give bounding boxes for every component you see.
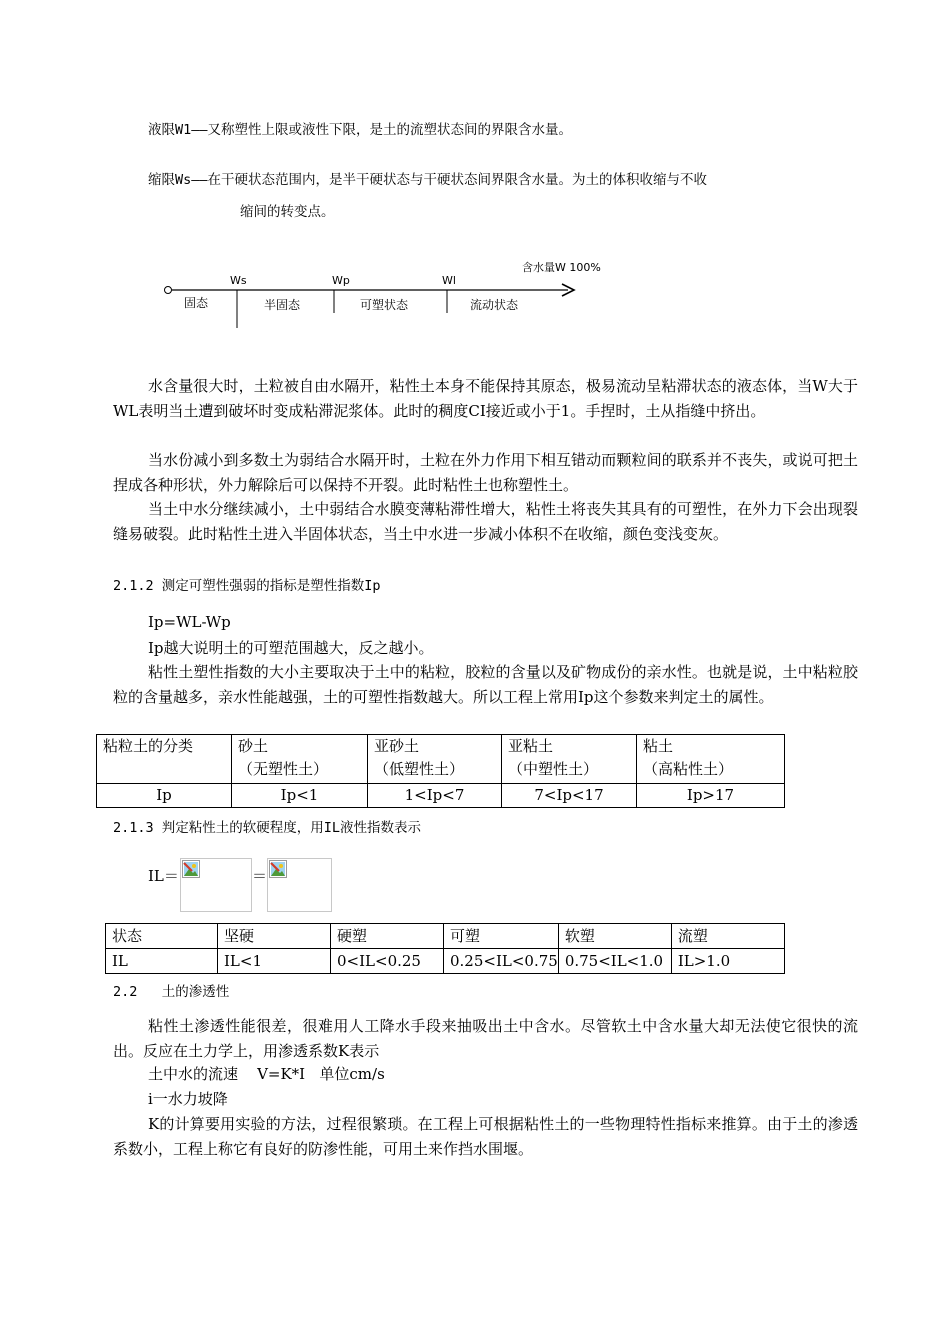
header-cell: 可塑 [444, 924, 559, 949]
table-cell: 0.75<IL<1.0 [558, 949, 671, 974]
table-cell: Ip>17 [637, 784, 785, 808]
equals-sign: ＝ [252, 867, 268, 885]
header-cell: 坚硬 [218, 924, 331, 949]
table-cell: Ip<1 [232, 784, 368, 808]
shrinkage-limit-definition-cont: 缩间的转变点。 [240, 204, 335, 220]
mark-wl: Wl [442, 274, 456, 287]
flow-velocity-formula: 土中水的流速 V=K*I 单位cm/s [148, 1065, 385, 1083]
table-cell: 1<Ip<7 [368, 784, 502, 808]
paragraph-permeability: 粘性土渗透性能很差，很难用人工降水手段来抽吸出土中含水。尽管软土中含水量大却无法使它很快的流出。反应在土力学上，用渗透系数K表示 [113, 1017, 858, 1060]
section-heading-2-1-2: 2.1.2 测定可塑性强弱的指标是塑性指数Ip [113, 578, 381, 594]
formula-image-placeholder [180, 858, 252, 912]
header-cell: 亚砂土 （低塑性土） [368, 735, 502, 784]
header-cell: 粘土 （高粘性土） [637, 735, 785, 784]
header-cell: 砂土 （无塑性土） [232, 735, 368, 784]
paragraph-plastic-state: 当水份减小到多数土为弱结合水隔开时，土粒在外力作用下相互错动而颗粒间的联系并不丧失，或说可把土捏成各种形状，外力解除后可以保持不开裂。此时粘性土也称塑性土。 [113, 451, 858, 494]
table-cell: 7<Ip<17 [502, 784, 637, 808]
table-cell: 0.25<IL<0.75 [444, 949, 559, 974]
formula-image-placeholder [267, 858, 332, 912]
header-cell: 状态 [106, 924, 218, 949]
shrinkage-limit-definition: 缩限Ws——在干硬状态范围内，是半干硬状态与干硬状态间界限含水量。为土的体积收缩与不收 [148, 172, 708, 188]
section-heading-2-2: 2.2 土的渗透性 [113, 984, 230, 1000]
state-solid: 固态 [184, 296, 209, 310]
water-content-state-diagram [150, 253, 630, 333]
table-cell: 0<IL<0.25 [331, 949, 444, 974]
consistency-state-table [105, 923, 785, 974]
header-cell: 软塑 [558, 924, 671, 949]
mark-wp: Wp [332, 274, 350, 287]
state-liquid: 流动状态 [470, 298, 519, 312]
state-plastic: 可塑状态 [360, 298, 409, 312]
formula-ip: Ip=WL-Wp [148, 613, 231, 631]
state-semisolid: 半固态 [264, 298, 301, 312]
mark-ws: Ws [230, 274, 247, 287]
header-cell: 粘粒土的分类 [97, 735, 232, 784]
header-cell: 亚粘土 （中塑性土） [502, 735, 637, 784]
paragraph-liquid-state: 水含量很大时，土粒被自由水隔开，粘性土本身不能保持其原态，极易流动呈粘滞状态的液态体，当W大于WL表明当土遭到破坏时变成粘滞泥浆体。此时的稠度CI接近或小于1。手捏时，土从指缝中挤出。 [113, 377, 858, 420]
table-cell: Ip [97, 784, 232, 808]
origin-marker [165, 287, 172, 294]
table-cell: IL>1.0 [671, 949, 784, 974]
ip-explanation: Ip越大说明土的可塑范围越大，反之越小。 [148, 639, 434, 657]
axis-label: 含水量W 100% [522, 261, 601, 274]
table-cell: IL [106, 949, 218, 974]
broken-image-icon [182, 860, 200, 878]
table-row [106, 949, 785, 974]
paragraph-semisolid-state: 当土中水分继续减小，土中弱结合水膜变薄粘滞性增大，粘性土将丧失其具有的可塑性，在外力下会出现裂缝易破裂。此时粘性土进入半固体状态，当土中水进一步减小体积不在收缩，颜色变浅变灰。 [113, 500, 858, 543]
section-heading-2-1-3: 2.1.3 判定粘性土的软硬程度，用IL液性指数表示 [113, 820, 422, 836]
header-cell: 硬塑 [331, 924, 444, 949]
clay-classification-table [96, 734, 785, 808]
table-header-row [106, 924, 785, 949]
table-row [97, 784, 785, 808]
hydraulic-gradient-note: i一水力坡降 [148, 1090, 228, 1108]
il-formula-label: IL＝ [148, 867, 179, 885]
liquid-limit-definition: 液限W1——又称塑性上限或液性下限，是土的流塑状态间的界限含水量。 [148, 122, 573, 138]
broken-image-icon [269, 860, 287, 878]
paragraph-plasticity-index: 粘性土塑性指数的大小主要取决于土中的粘粒，胶粒的含量以及矿物成份的亲水性。也就是说，土中粘粒胶粒的含量越多，亲水性能越强，土的可塑性指数越大。所以工程上常用Ip这个参数来判定土的属性。 [113, 663, 858, 706]
paragraph-k-calculation: K的计算要用实验的方法，过程很繁琐。在工程上可根据粘性土的一些物理特性指标来推算。由于土的渗透系数小，工程上称它有良好的防渗性能，可用土来作挡水围堰。 [113, 1115, 858, 1158]
table-header-row [97, 735, 785, 784]
table-cell: IL<1 [218, 949, 331, 974]
header-cell: 流塑 [671, 924, 784, 949]
